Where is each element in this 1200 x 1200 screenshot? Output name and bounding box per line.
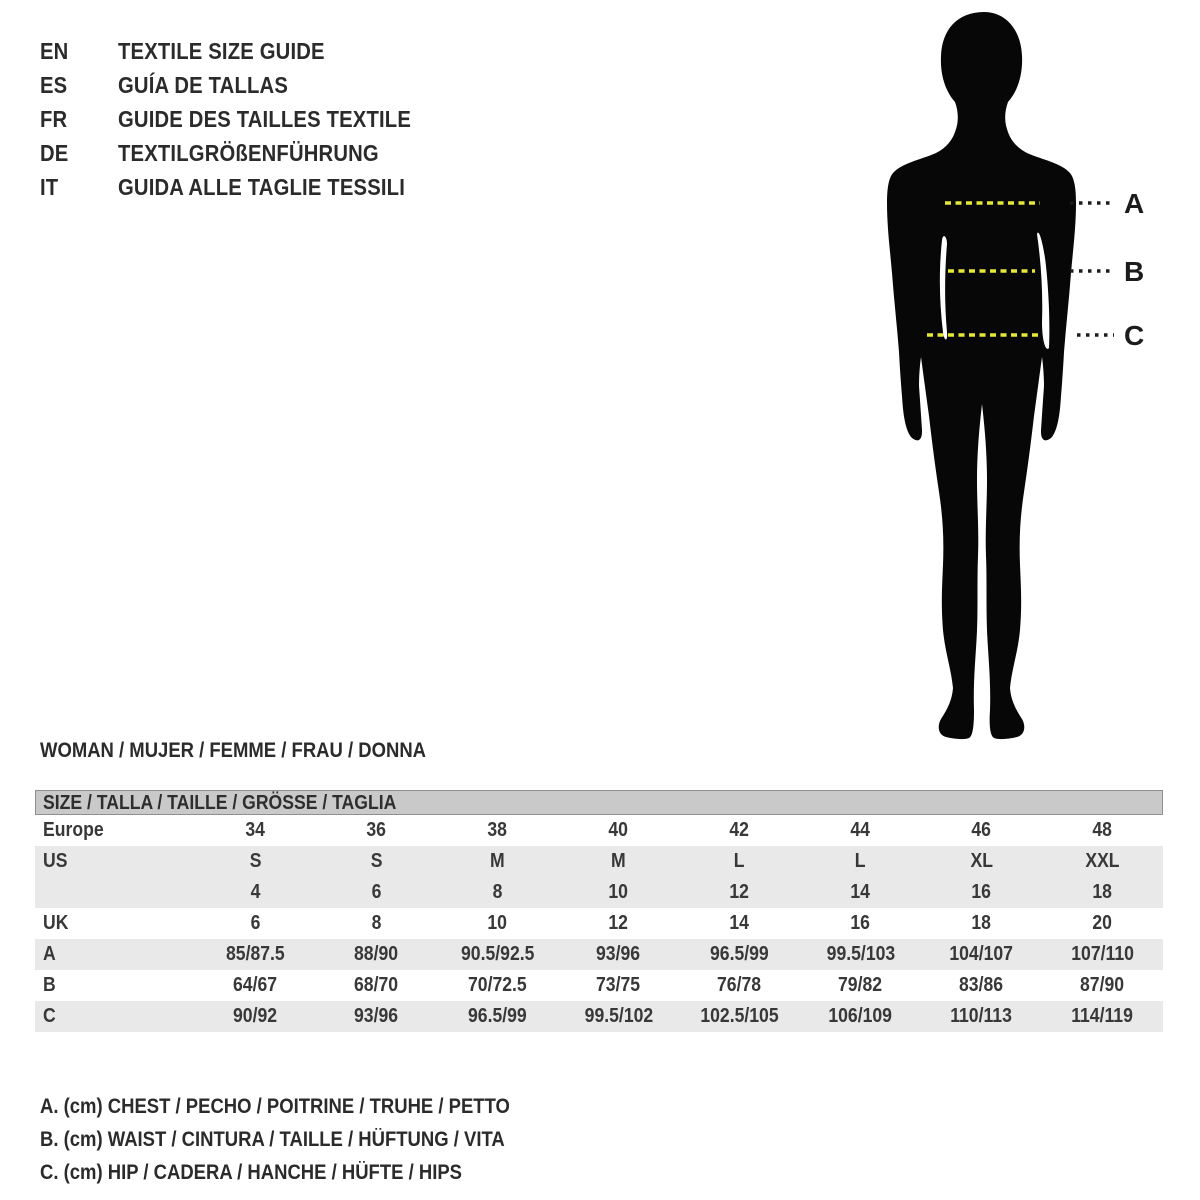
language-row — [40, 102, 451, 136]
size-value-cell — [921, 939, 1042, 970]
size-value-cell — [800, 846, 921, 877]
size-value-text: 87/90 — [1080, 974, 1125, 996]
size-value-cell — [558, 815, 679, 846]
size-value-text: 64/67 — [233, 974, 278, 996]
language-code — [40, 102, 118, 136]
size-value-text: 79/82 — [838, 974, 883, 996]
section-title-text: WOMAN / MUJER / FEMME / FRAU / DONNA — [40, 739, 427, 762]
size-value-cell — [1042, 1001, 1163, 1032]
size-value-text: 90/92 — [233, 1005, 278, 1027]
table-row — [35, 939, 1163, 970]
language-title — [118, 174, 444, 200]
size-value-text: 99.5/103 — [826, 943, 895, 965]
language-title-text: TEXTILE SIZE GUIDE — [118, 38, 325, 64]
size-value-text: M — [490, 850, 505, 872]
size-value-cell — [437, 815, 558, 846]
row-label — [35, 815, 195, 846]
language-code-text: IT — [40, 174, 59, 200]
language-title — [118, 38, 353, 64]
size-value-text: 12 — [729, 881, 750, 903]
size-value-cell — [316, 939, 437, 970]
row-label — [35, 908, 195, 939]
language-code-text: FR — [40, 106, 68, 132]
language-title — [118, 72, 311, 98]
legend-hip-text: C. (cm) HIP / CADERA / HANCHE / HÜFTE / HIPS — [40, 1161, 463, 1184]
row-label-text: UK — [43, 912, 69, 934]
size-value-cell — [316, 970, 437, 1001]
size-value-cell — [1042, 970, 1163, 1001]
size-value-cell — [195, 846, 316, 877]
size-value-cell — [558, 1001, 679, 1032]
size-value-text: 12 — [608, 912, 629, 934]
size-value-text: 18 — [1092, 881, 1113, 903]
size-value-cell — [921, 970, 1042, 1001]
legend-waist-text: B. (cm) WAIST / CINTURA / TAILLE / HÜFTUNG / VITA — [40, 1128, 505, 1151]
size-value-cell — [679, 815, 800, 846]
row-label — [35, 846, 195, 877]
size-value-text: 93/96 — [354, 1005, 399, 1027]
size-value-text: XL — [970, 850, 993, 872]
size-value-text: L — [734, 850, 745, 872]
size-value-cell — [558, 970, 679, 1001]
size-value-cell — [800, 939, 921, 970]
size-value-text: 6 — [371, 881, 382, 903]
size-value-text: 8 — [371, 912, 382, 934]
size-value-cell — [679, 939, 800, 970]
silhouette-svg — [860, 0, 1200, 760]
language-code — [40, 170, 118, 204]
table-row — [35, 970, 1163, 1001]
size-value-cell — [800, 908, 921, 939]
language-row — [40, 136, 451, 170]
chest-marker-label: A — [1124, 188, 1145, 219]
size-value-cell — [316, 1001, 437, 1032]
size-value-text: 42 — [729, 819, 750, 841]
size-table-body — [35, 815, 1163, 1032]
size-value-cell — [437, 908, 558, 939]
size-value-cell — [437, 877, 558, 908]
size-value-text: 20 — [1092, 912, 1113, 934]
language-title-text: GUIDE DES TAILLES TEXTILE — [118, 106, 412, 132]
size-value-cell — [316, 846, 437, 877]
waist-marker-label: B — [1124, 256, 1145, 287]
size-value-cell — [1042, 846, 1163, 877]
legend-hip — [40, 1156, 574, 1189]
row-label-text: B — [43, 974, 56, 996]
size-value-text: 104/107 — [949, 943, 1014, 965]
size-value-cell — [1042, 877, 1163, 908]
language-row — [40, 34, 451, 68]
size-value-text: 4 — [250, 881, 261, 903]
woman-silhouette-figure — [860, 0, 1200, 760]
size-value-cell — [1042, 939, 1163, 970]
size-value-text: 16 — [850, 912, 871, 934]
size-value-cell — [1042, 815, 1163, 846]
size-value-text: 70/72.5 — [468, 974, 527, 996]
size-value-text: S — [249, 850, 262, 872]
size-value-text: 14 — [729, 912, 750, 934]
size-value-text: 99.5/102 — [584, 1005, 653, 1027]
language-code — [40, 136, 118, 170]
size-value-cell — [921, 877, 1042, 908]
size-value-cell — [558, 877, 679, 908]
size-value-cell — [195, 815, 316, 846]
size-value-cell — [558, 908, 679, 939]
size-value-text: 34 — [245, 819, 266, 841]
size-value-cell — [195, 1001, 316, 1032]
language-code — [40, 34, 118, 68]
size-value-cell — [921, 908, 1042, 939]
size-value-cell — [679, 846, 800, 877]
row-label-text: US — [43, 850, 68, 872]
size-value-text: XXL — [1085, 850, 1120, 872]
row-label-text: Europe — [43, 819, 104, 841]
size-value-text: M — [611, 850, 626, 872]
size-value-cell — [316, 815, 437, 846]
size-value-text: 10 — [487, 912, 508, 934]
section-title — [40, 736, 479, 766]
legend-chest — [40, 1090, 574, 1123]
size-value-cell — [437, 846, 558, 877]
size-value-text: 8 — [492, 881, 503, 903]
size-value-cell — [679, 877, 800, 908]
size-value-text: 36 — [366, 819, 387, 841]
size-value-text: 93/96 — [596, 943, 641, 965]
size-table-header-text: SIZE / TALLA / TAILLE / GRÖSSE / TAGLIA — [43, 792, 397, 814]
size-value-cell — [437, 1001, 558, 1032]
row-label — [35, 1001, 195, 1032]
size-value-text: 40 — [608, 819, 629, 841]
table-row — [35, 877, 1163, 908]
size-value-text: 73/75 — [596, 974, 641, 996]
size-value-text: S — [370, 850, 383, 872]
language-title-list — [40, 34, 451, 204]
legend-chest-text: A. (cm) CHEST / PECHO / POITRINE / TRUHE / PETTO — [40, 1095, 510, 1118]
size-value-cell — [316, 908, 437, 939]
size-value-cell — [679, 1001, 800, 1032]
size-value-cell — [800, 970, 921, 1001]
size-value-cell — [558, 846, 679, 877]
size-value-cell — [1042, 908, 1163, 939]
size-value-text: 102.5/105 — [700, 1005, 779, 1027]
size-value-cell — [316, 877, 437, 908]
size-value-cell — [800, 815, 921, 846]
size-value-text: 96.5/99 — [468, 1005, 527, 1027]
size-value-text: 83/86 — [959, 974, 1004, 996]
language-code-text: EN — [40, 38, 69, 64]
size-value-cell — [437, 970, 558, 1001]
size-value-cell — [800, 877, 921, 908]
size-value-cell — [921, 1001, 1042, 1032]
size-value-text: L — [855, 850, 866, 872]
language-row — [40, 68, 451, 102]
size-value-text: 14 — [850, 881, 871, 903]
size-value-cell — [195, 877, 316, 908]
table-row — [35, 1001, 1163, 1032]
row-label — [35, 970, 195, 1001]
size-value-text: 106/109 — [828, 1005, 893, 1027]
language-title-text: GUÍA DE TALLAS — [118, 72, 289, 98]
size-value-text: 96.5/99 — [710, 943, 769, 965]
row-label-text: C — [43, 1005, 56, 1027]
language-code-text: DE — [40, 140, 69, 166]
size-value-cell — [800, 1001, 921, 1032]
size-value-text: 85/87.5 — [226, 943, 285, 965]
size-value-text: 114/119 — [1071, 1005, 1134, 1027]
size-value-cell — [921, 815, 1042, 846]
size-value-text: 110/113 — [950, 1005, 1013, 1027]
size-value-text: 16 — [971, 881, 992, 903]
size-value-text: 76/78 — [717, 974, 762, 996]
language-title — [118, 106, 451, 132]
language-code — [40, 68, 118, 102]
language-title — [118, 140, 414, 166]
size-value-text: 88/90 — [354, 943, 399, 965]
measurement-legend — [40, 1090, 574, 1189]
size-value-text: 18 — [971, 912, 992, 934]
size-value-text: 68/70 — [354, 974, 399, 996]
hip-marker-label: C — [1124, 320, 1145, 351]
size-value-text: 90.5/92.5 — [460, 943, 535, 965]
language-title-text: GUIDA ALLE TAGLIE TESSILI — [118, 174, 406, 200]
size-table — [35, 790, 1163, 1032]
size-value-cell — [195, 908, 316, 939]
row-label — [35, 877, 195, 908]
table-row — [35, 815, 1163, 846]
size-table-header — [35, 790, 1163, 815]
table-row — [35, 908, 1163, 939]
size-value-text: 10 — [608, 881, 629, 903]
language-code-text: ES — [40, 72, 68, 98]
size-value-text: 6 — [250, 912, 261, 934]
language-row — [40, 170, 451, 204]
size-value-cell — [921, 846, 1042, 877]
row-label — [35, 939, 195, 970]
language-title-text: TEXTILGRÖßENFÜHRUNG — [118, 140, 379, 166]
size-value-text: 44 — [850, 819, 871, 841]
size-value-cell — [195, 970, 316, 1001]
size-value-text: 38 — [487, 819, 508, 841]
row-label-text: A — [43, 943, 56, 965]
size-value-cell — [679, 908, 800, 939]
legend-waist — [40, 1123, 574, 1156]
size-value-cell — [437, 939, 558, 970]
size-value-text: 46 — [971, 819, 992, 841]
size-value-cell — [195, 939, 316, 970]
size-value-cell — [679, 970, 800, 1001]
table-row — [35, 846, 1163, 877]
size-value-text: 48 — [1092, 819, 1113, 841]
size-value-text: 107/110 — [1071, 943, 1134, 965]
woman-silhouette — [887, 12, 1076, 739]
size-value-cell — [558, 939, 679, 970]
